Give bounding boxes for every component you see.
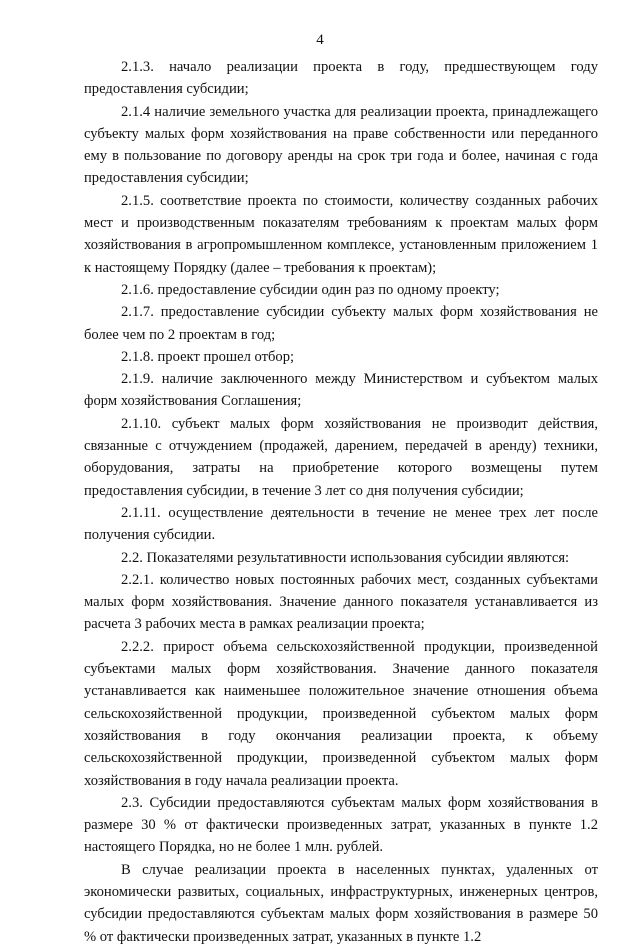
paragraph-2-1-10: 2.1.10. субъект малых форм хозяйствования не производит действия, связанные с отчуждением (продажей, дарением, передачей в аренду) техники, оборудования, затраты на приобретение которого возмещены путем предоставления субсидии, в течение 3 лет со дня получения субсидии;: [84, 415, 598, 499]
paragraph-2-1-3: 2.1.3. начало реализации проекта в году, предшествующем году предоставления субсидии;: [84, 59, 598, 98]
paragraph-2-2-2: 2.2.2. прирост объема сельскохозяйственной продукции, произведенной субъектами малых форм хозяйствования. Значение данного показателя устанавливается как наименьшее положительное значение отношения объема сельскохозяйственной продукции, произведенной субъектом малых форм хозяйствования в году окончания реализации проекта, к объему сельскохозяйственной продукции, произведенной субъектом малых форм хозяйствования в году начала реализации проекта.: [84, 638, 598, 789]
document-body: [84, 56, 598, 948]
paragraph-2-2-1: 2.2.1. количество новых постоянных рабочих мест, созданных субъектами малых форм хозяйствования. Значение данного показателя устанавливается из расчета 3 рабочих места в рамках реализации проекта;: [84, 571, 598, 633]
paragraph-2-1-8: 2.1.8. проект прошел отбор;: [121, 348, 295, 365]
paragraph-remote-areas: В случае реализации проекта в населенных пунктах, удаленных от экономически развитых, социальных, инфраструктурных, инженерных центров, субсидии предоставляются субъектам малых форм хозяйствования в размере 50 % от фактически произведенных затрат, указанных в пункте 1.2: [84, 861, 598, 945]
page-number: 4: [316, 32, 324, 48]
paragraph-2-1-4: 2.1.4 наличие земельного участка для реализации проекта, принадлежащего субъекту малых форм хозяйствования на праве собственности или переданного ему в пользование по договору аренды на срок три года и более, начиная с года предоставления субсидии;: [84, 103, 598, 187]
paragraph-2-1-11: 2.1.11. осуществление деятельности в течение не менее трех лет после получения субсидии.: [84, 504, 598, 544]
paragraph-2-1-5: 2.1.5. соответствие проекта по стоимости, количеству созданных рабочих мест и производственным показателям требованиям к проектам малых форм хозяйствования в агропромышленном комплексе, установленным приложением 1 к настоящему Порядку (далее – требования к проектам);: [84, 192, 598, 276]
paragraph-2-1-6: 2.1.6. предоставление субсидии один раз по одному проекту;: [121, 281, 500, 298]
paragraph-2-1-9: 2.1.9. наличие заключенного между Министерством и субъектом малых форм хозяйствования Соглашения;: [84, 371, 598, 410]
paragraph-2-3: 2.3. Субсидии предоставляются субъектам малых форм хозяйствования в размере 30 % от фактически произведенных затрат, указанных в пункте 1.2 настоящего Порядка, но не более 1 млн. рублей.: [84, 794, 598, 856]
paragraph-2-2: 2.2. Показателями результативности использования субсидии являются:: [121, 549, 570, 566]
paragraph-2-1-7: 2.1.7. предоставление субсидии субъекту малых форм хозяйствования не более чем по 2 проектам в год;: [84, 304, 598, 343]
